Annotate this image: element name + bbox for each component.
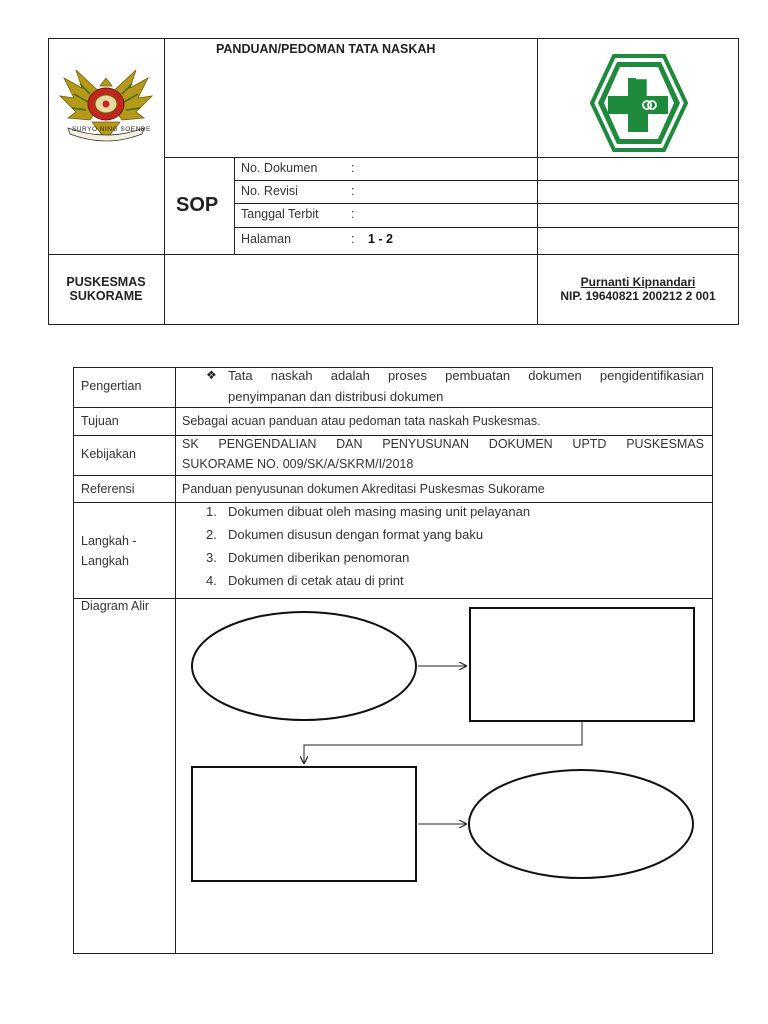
step-number: 2. (206, 527, 217, 542)
field-label-tanggal-terbit: Tanggal Terbit (241, 207, 319, 221)
puskesmas-cross-logo-icon (590, 54, 688, 152)
field-sep: : (351, 161, 355, 175)
field-label-no-dokumen: No. Dokumen (241, 161, 318, 175)
org-name-line2: SUKORAME (69, 289, 143, 303)
flow-process-box (192, 767, 416, 881)
emblem-motto: SURYO NING SOENDE (72, 126, 151, 133)
garuda-emblem-icon (56, 64, 156, 148)
row-label-diagram-alir: Diagram Alir (81, 599, 150, 613)
row-text-tujuan: Sebagai acuan panduan atau pedoman tata naskah Puskesmas. (182, 414, 541, 428)
divider (164, 38, 165, 325)
field-sep: : (351, 184, 355, 198)
step-text: Dokumen diberikan penomoran (228, 550, 410, 565)
row-label-referensi: Referensi (81, 482, 135, 496)
row-label-tujuan: Tujuan (81, 414, 119, 428)
divider (73, 407, 713, 408)
sop-label: SOP (176, 194, 219, 216)
step-number: 1. (206, 504, 217, 519)
row-text-pengertian-line1: Tata naskah adalah proses pembuatan dokumen pengidentifikasian (228, 368, 704, 383)
signer-name: Purnanti Kipnandari (580, 275, 696, 289)
field-value-halaman: 1 - 2 (368, 232, 394, 246)
divider (73, 435, 713, 436)
divider (234, 180, 739, 181)
flow-process-box (470, 608, 694, 721)
divider (234, 157, 235, 255)
field-sep: : (351, 232, 355, 246)
flow-start-ellipse (192, 612, 416, 720)
divider (234, 203, 739, 204)
diamond-bullet-icon: ❖ (206, 368, 217, 382)
row-label-kebijakan: Kebijakan (81, 447, 136, 461)
step-text: Dokumen di cetak atau di print (228, 573, 404, 588)
flow-diagram (176, 599, 712, 953)
field-label-no-revisi: No. Revisi (241, 184, 298, 198)
row-label-langkah-line2: Langkah (81, 554, 129, 568)
row-text-referensi: Panduan penyusunan dokumen Akreditasi Puskesmas Sukorame (182, 482, 545, 496)
flow-connector (304, 721, 582, 763)
row-label-langkah-line1: Langkah - (81, 534, 137, 548)
row-label-pengertian: Pengertian (81, 379, 142, 393)
divider (73, 502, 713, 503)
signer-nip: NIP. 19640821 200212 2 001 (560, 289, 716, 303)
row-text-pengertian-line2: penyimpanan dan distribusi dokumen (228, 389, 444, 404)
flow-end-ellipse (469, 770, 693, 878)
step-number: 4. (206, 573, 217, 588)
step-text: Dokumen disusun dengan format yang baku (228, 527, 484, 542)
step-number: 3. (206, 550, 217, 565)
divider (73, 475, 713, 476)
divider (48, 254, 739, 255)
page-title: PANDUAN/PEDOMAN TATA NASKAH (216, 42, 436, 56)
row-text-kebijakan-line2: SUKORAME NO. 009/SK/A/SKRM/I/2018 (182, 457, 414, 471)
step-text: Dokumen dibuat oleh masing masing unit pelayanan (228, 504, 531, 519)
field-sep: : (351, 207, 355, 221)
divider (164, 157, 739, 158)
org-name-line1: PUSKESMAS (66, 275, 146, 289)
divider (234, 227, 739, 228)
field-label-halaman: Halaman (241, 232, 292, 246)
row-text-kebijakan-line1: SK PENGENDALIAN DAN PENYUSUNAN DOKUMEN UPTD PUSKESMAS (182, 437, 704, 451)
